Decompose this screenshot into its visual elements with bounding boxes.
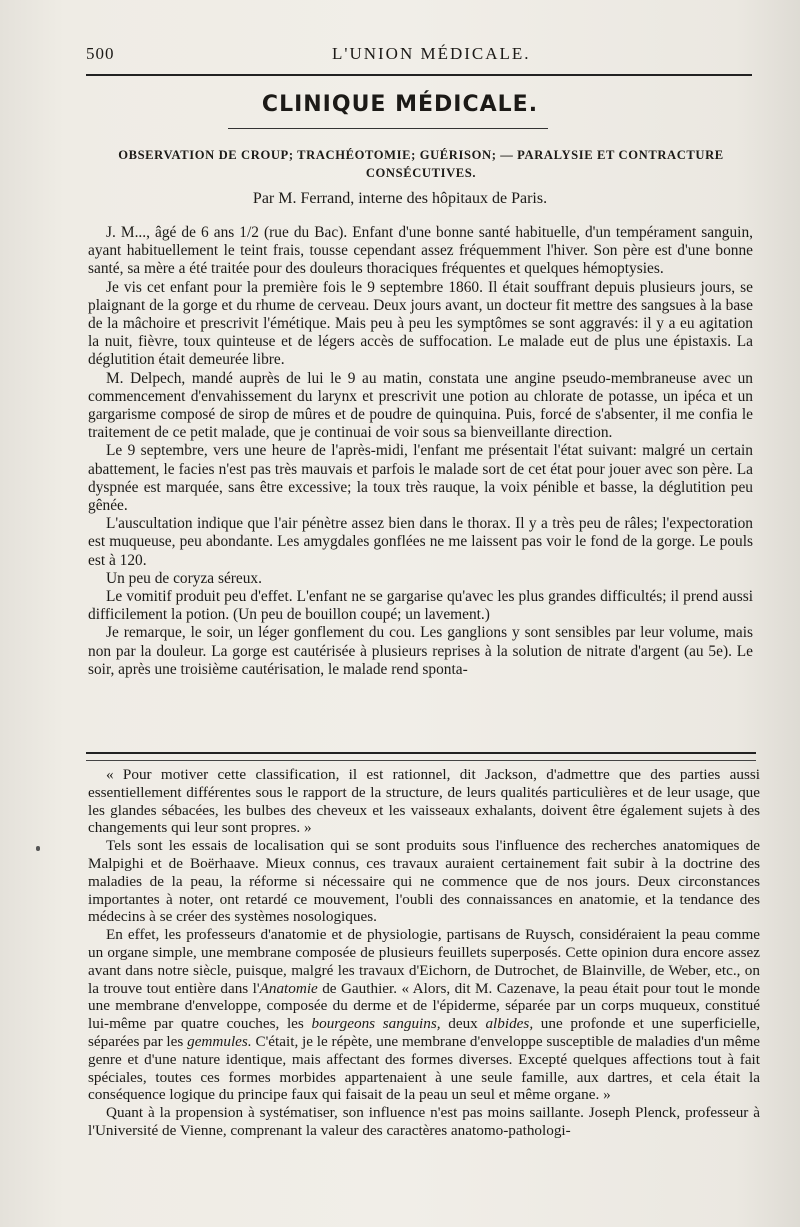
observation-title: OBSERVATION DE CROUP; TRACHÉOTOMIE; GUÉRISON; — PARALYSIE ET CONTRACTURE CONSÉCUTIVES.: [118, 148, 724, 180]
print-speck: [36, 846, 40, 851]
feuilleton-divider: [86, 752, 756, 761]
paragraph: Un peu de coryza séreux.: [106, 569, 262, 587]
text-run: une profonde et une superficielle, séparées par les: [88, 1015, 761, 1050]
paragraph: Je vis cet enfant pour la première fois le 9 septembre 1860. Il était souffrant depuis plusieurs jours, se plaignant de la gorge et du rhume de cerveau. Deux jours avant, un docteur fit mettre des sangsues à la base de la mâchoire et prescrivit l'émétique. Mais peu à peu les symptômes se sont aggravés: il y a eu agitation la nuit, fièvre, toux quinteuse et de légers accès de suffocation. Le malade eut de plus une épistaxis. La déglutition était demeurée libre.: [88, 278, 753, 369]
paragraph: Le vomitif produit peu d'effet. L'enfant ne se gargarise qu'avec les plus grandes difficultés; il prend aussi difficilement la potion. (Un peu de bouillon coupé; un lavement.): [88, 588, 753, 624]
paragraph: [88, 926, 760, 1104]
paragraph: Tels sont les essais de localisation qui se sont produits sous l'influence des recherches anatomiques de Malpighi et de Boërhaave. Mieux connus, ces travaux auraient certainement fait subir à la doctrine des maladies de la peau, la réforme si nécessaire qui ne commence que de nos jours. Deux circonstances importantes à noter, ont retardé ce mouvement, l'oubli des connaissances en anatomie, et la tendance des médecins à se créer des systèmes nosologiques.: [88, 837, 760, 926]
paragraph: Quant à la propension à systématiser, son influence n'est pas moins saillante. Joseph Plenck, professeur à l'Université de Vienne, comprenant la valeur des caractères anatomo-pathologi-: [88, 1104, 760, 1139]
italic-text: gemmules.: [187, 1032, 252, 1050]
paragraph: Le 9 septembre, vers une heure de l'après-midi, l'enfant me présentait l'état suivant: malgré un certain abattement, le facies n'est pas très mauvais et parfois le malade sort de cet état pour jouer avec son père. La dyspnée est marquée, sans être excessive; la toux très rauque, la voix pénible et basse, la déglutition peu gênée.: [88, 442, 753, 515]
running-header: [86, 44, 752, 70]
journal-title: L'UNION MÉDICALE.: [332, 44, 531, 63]
paragraph: L'auscultation indique que l'air pénètre assez bien dans le thorax. Il y a très peu de râles; l'expectoration est muqueuse, peu abondante. Les amygdales gonflées ne me laissent pas voir le fond de la gorge. Le pouls est à 120.: [88, 515, 753, 569]
section-title: CLINIQUE MÉDICALE.: [261, 92, 539, 117]
text-run: de Gauthier. « Alors, dit M. Cazenave, la peau était pour tout le monde une membrane d'enveloppe, composée du derme et de l'épiderme, séparée par un corps muqueux, constitué lui-même par quatre couches, les: [88, 979, 761, 1033]
text-run: En effet, les professeurs d'anatomie et de physiologie, partisans de Ruysch, considéraient la peau comme un organe simple, une membrane composée de plusieurs feuillets superposés. Cette opinion dura encore assez avant dans notre siècle, puisque, malgré les travaux d'Eichorn, de Dutrochet, de Blainville, de Weber, etc., on la trouve tout entière dans l': [88, 926, 760, 997]
italic-text: bourgeons sanguins,: [311, 1015, 441, 1033]
italic-text: Anatomie: [259, 979, 318, 997]
text-run: deux: [440, 1015, 486, 1033]
text-run: C'était, je le répète, une membrane d'enveloppe susceptible de maladies d'un même genre et d'une nature identique, mais affectant des formes diverses. Excepté quelques affections tout à fait spéciales, toutes ces formes morbides appartenaient à une seule famille, aux dartres, et cela était la conséquence logique du principe faux qui faisait de la peau un seul et même organe. »: [88, 1032, 761, 1104]
page-number: 500: [86, 44, 115, 63]
feuilleton-text: [88, 766, 760, 1140]
author-line: Par M. Ferrand, interne des hôpitaux de Paris.: [252, 190, 548, 207]
header-rule: [86, 74, 752, 76]
paragraph: Je remarque, le soir, un léger gonflement du cou. Les ganglions y sont sensibles par leur volume, mais non par la douleur. La gorge est cautérisée à plusieurs reprises à la solution de nitrate d'argent (au 5e). Le soir, après une troisième cautérisation, le malade rend sponta-: [88, 624, 753, 678]
paragraph: J. M..., âgé de 6 ans 1/2 (rue du Bac). Enfant d'une bonne santé habituelle, d'un tempérament sanguin, ayant habituellement le teint frais, tousse cependant assez fréquemment l'hiver. Son père est d'une bonne santé, sa mère a été traitée pour des douleurs thoraciques fréquentes et quelques hémoptysies.: [88, 224, 753, 278]
italic-text: albides,: [485, 1015, 534, 1033]
paragraph: « Pour motiver cette classification, il est rationnel, dit Jackson, d'admettre que des parties aussi essentiellement différentes sous le rapport de la structure, de leurs qualités particulières et de leur usage, que les glandes sébacées, les bulbes des cheveux et les vaisseaux exhalants, doivent être également sujets à des changements qui leur sont propres. »: [88, 766, 760, 837]
paragraph: M. Delpech, mandé auprès de lui le 9 au matin, constata une angine pseudo-membraneuse avec un commencement d'envahissement du larynx et prescrivit une potion au chlorate de potasse, un ipéca et un gargarisme composé de sirop de mûres et de poudre de quinquina. Puis, forcé de s'absenter, il me confia le traitement de ce petit malade, que je continuai de voir sous sa bienveillante direction.: [88, 369, 753, 442]
case-report-text: [88, 224, 753, 679]
section-title-rule: [228, 128, 548, 129]
